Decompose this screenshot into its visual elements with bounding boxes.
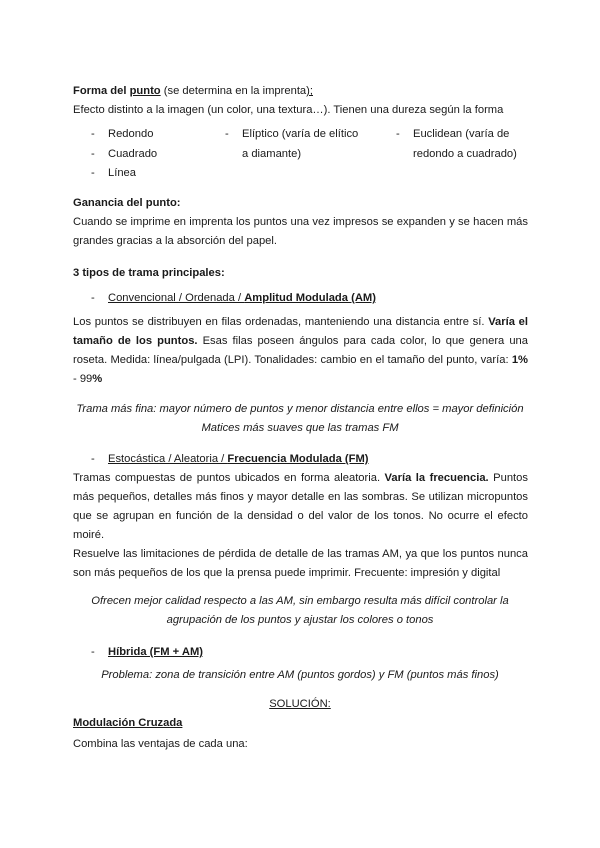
forma-desc: Efecto distinto a la imagen (un color, una textura…). Tienen una dureza según la forma xyxy=(73,104,504,116)
bullet-dash: - xyxy=(91,292,95,304)
text-bold: Varía la frecuencia. xyxy=(384,472,489,484)
text-bold: tamaño de los puntos. xyxy=(73,335,198,347)
bullet-dash: - xyxy=(91,167,95,179)
heading-forma-del-punto xyxy=(73,81,313,101)
trama-am-label: Convencional / Ordenada / xyxy=(108,292,245,304)
am-line-3 xyxy=(73,350,528,370)
list-item: Línea xyxy=(108,167,136,179)
list-item: Euclidean (varía de xyxy=(413,128,510,140)
list-item: Elíptico (varía de elítico xyxy=(242,128,359,140)
text-bold: Varía el xyxy=(488,316,528,328)
ganancia-line-1: Cuando se imprime en imprenta los puntos una vez impresos se expanden y se hacen más xyxy=(73,216,528,228)
trama-am-heading xyxy=(108,288,376,308)
bullet-dash: - xyxy=(91,148,95,160)
heading-tipos-trama: 3 tipos de trama principales: xyxy=(73,267,225,279)
fm-line-4: moiré. xyxy=(73,529,105,541)
bullet-dash: - xyxy=(91,646,95,658)
text: - 99 xyxy=(73,373,93,385)
text: Tramas compuestas de puntos ubicados en forma aleatoria. xyxy=(73,472,385,484)
am-line-1 xyxy=(73,312,528,332)
fm-line-5: Resuelve las limitaciones de pérdida de detalle de las tramas AM, ya que los puntos nunca xyxy=(73,548,528,560)
modulacion-cruzada-heading: Modulación Cruzada xyxy=(73,717,183,729)
fm-line-1 xyxy=(73,468,528,488)
hibrida-problem: Problema: zona de transición entre AM (puntos gordos) y FM (puntos más finos) xyxy=(101,669,499,681)
list-item-continued: a diamante) xyxy=(242,148,302,160)
heading-part-underlined: punto xyxy=(129,85,161,97)
trama-am-label-bold: Amplitud Modulada (AM) xyxy=(244,292,376,304)
text: Los puntos se distribuyen en filas ordenadas, manteniendo una distancia entre sí. xyxy=(73,316,489,328)
heading-note-underlined: ); xyxy=(306,85,313,97)
bullet-dash: - xyxy=(91,128,95,140)
bullet-dash: - xyxy=(91,453,95,465)
text-bold: % xyxy=(92,373,103,385)
am-line-4 xyxy=(73,369,102,389)
solucion-heading: SOLUCIÓN: xyxy=(269,698,331,710)
text: Esas filas poseen ángulos para cada color, lo que genera una xyxy=(197,335,528,347)
fm-line-2: más pequeños, detalles más finos y mayor detalle en las sombras. Se utilizan micropuntos xyxy=(73,491,528,503)
am-note-2: Matices más suaves que las tramas FM xyxy=(201,422,399,434)
modulacion-cruzada-desc: Combina las ventajas de cada una: xyxy=(73,738,248,750)
trama-hibrida-heading: Híbrida (FM + AM) xyxy=(108,646,203,658)
heading-part: Forma del xyxy=(73,85,130,97)
heading-ganancia: Ganancia del punto: xyxy=(73,197,181,209)
trama-fm-heading xyxy=(108,449,369,469)
trama-fm-label-bold: Frecuencia Modulada (FM) xyxy=(227,453,369,465)
text: roseta. Medida: línea/pulgada (LPI). Tonalidades: cambio en el tamaño del punto, varía: xyxy=(73,354,512,366)
fm-line-6: son más pequeños de los que la prensa puede imprimir. Frecuente: impresión y digital xyxy=(73,567,501,579)
am-note-1: Trama más fina: mayor número de puntos y menor distancia entre ellos = mayor definición xyxy=(76,403,524,415)
heading-note: (se determina en la imprenta xyxy=(160,85,307,97)
text-bold: 1% xyxy=(511,354,528,366)
text: Puntos xyxy=(488,472,528,484)
fm-note-1: Ofrecen mejor calidad respecto a las AM, sin embargo resulta más difícil controlar la xyxy=(91,595,509,607)
list-item: Redondo xyxy=(108,128,154,140)
list-item-continued: redondo a cuadrado) xyxy=(413,148,517,160)
bullet-dash: - xyxy=(225,128,229,140)
am-line-2 xyxy=(73,331,528,351)
ganancia-line-2: grandes gracias a la absorción del papel. xyxy=(73,235,277,247)
trama-fm-label: Estocástica / Aleatoria / xyxy=(108,453,228,465)
fm-note-2: agrupación de los puntos y ajustar los colores o tonos xyxy=(166,614,434,626)
list-item: Cuadrado xyxy=(108,148,158,160)
bullet-dash: - xyxy=(396,128,400,140)
fm-line-3: que se agrupan en función de la densidad o del valor de los tonos. No ocurre el efecto xyxy=(73,510,528,522)
